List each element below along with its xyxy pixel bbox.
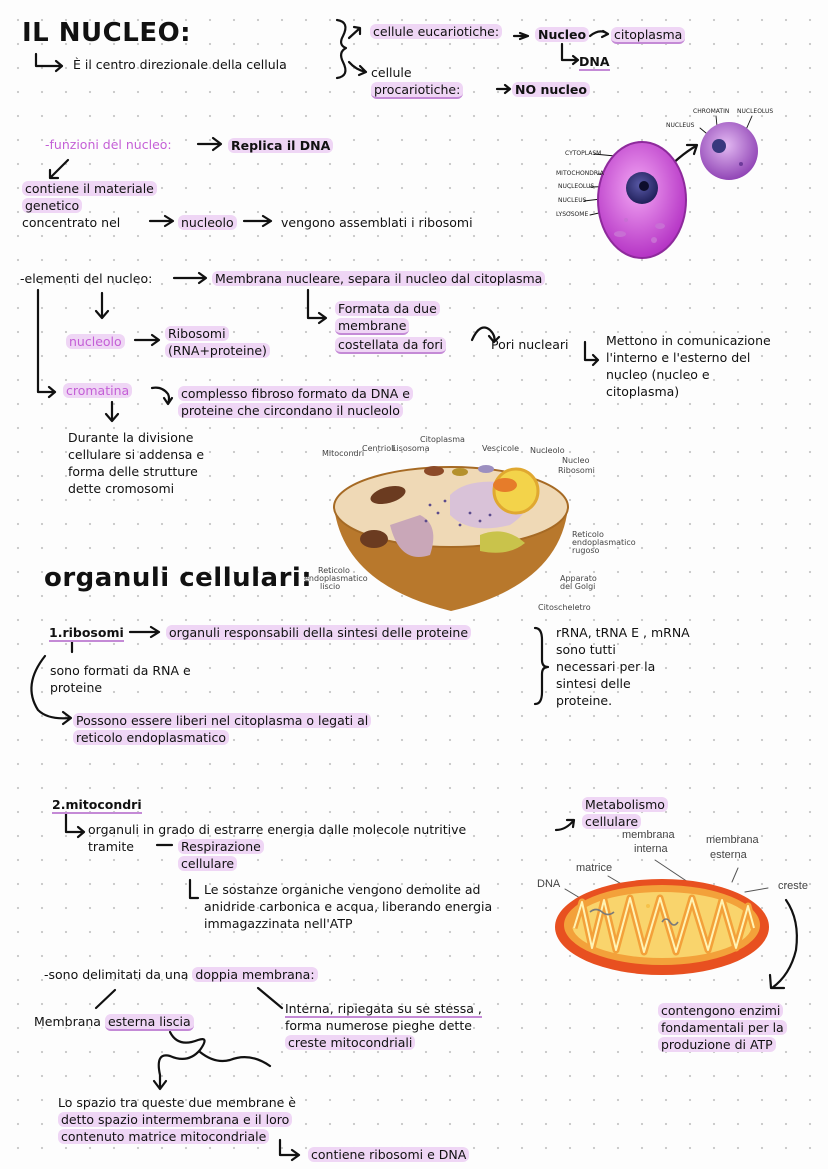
rna-3: necessari per la (556, 659, 656, 674)
d-rer-3: rugoso (572, 546, 600, 555)
d-citoscheletro: Citoscheletro (538, 603, 591, 612)
costellata: costellata da fori (335, 336, 446, 353)
formata-1: Formata da due (335, 300, 440, 317)
d-nucleo: Nucleo (562, 456, 590, 465)
concentrato-nel: concentrato nel (22, 215, 121, 230)
pori-nucleari: Pori nucleari (491, 337, 569, 352)
d-ser-1: Reticolo (318, 566, 350, 575)
label-nucleolus: NUCLEOLUS (558, 183, 595, 190)
membrana-esterna: Membrana esterna liscia (34, 1013, 194, 1030)
nucleo-word: Nucleo (535, 26, 589, 43)
spazio-1: Lo spazio tra queste due membrane è (58, 1095, 297, 1110)
label-chromatin: CHROMATIN (693, 108, 730, 115)
d-ser-2: endoplasmatico (304, 574, 368, 583)
mettono-3: nucleo (nucleo e (606, 367, 710, 382)
label-lysosome: LYSOSOME (556, 211, 589, 218)
complesso-2: proteine che circondano il nucleolo (178, 402, 403, 419)
nucleolo-word: nucleolo (178, 214, 237, 231)
cellule-eucariotiche-label: cellule eucariotiche: (370, 23, 502, 40)
label-cytoplasm: CYTOPLASM (565, 150, 602, 157)
ribosomi-def: organuli responsabili della sintesi delle proteine (166, 624, 471, 641)
sostanze-3: immagazzinata nell'ATP (204, 916, 353, 931)
mettono-2: l'interno e l'esterno del (606, 350, 751, 365)
m-membrana-interna-2: interna (634, 843, 668, 855)
rna-5: proteine. (556, 693, 613, 708)
d-lisosoma: Lisosoma (392, 444, 430, 453)
page-title: IL NUCLEO: (22, 18, 192, 48)
mitochondrion-image (552, 876, 772, 978)
metabolismo-1: Metabolismo (582, 796, 668, 813)
formata-2: membrane (335, 317, 409, 334)
respirazione-2: cellulare (178, 855, 237, 872)
contiene-2: genetico (22, 197, 82, 214)
funzioni-label: -funzioni del nucleo: (45, 137, 172, 152)
tramite: tramite (88, 839, 134, 854)
durante-3: forma delle strutture (68, 464, 198, 479)
m-membrana-interna-1: membrana (622, 829, 675, 841)
sostanze-2: anidride carbonica e acqua, liberando energia (204, 899, 493, 914)
d-rer-2: endoplasmatico (572, 538, 636, 547)
mitocondri-title: 2.mitocondri (52, 797, 142, 812)
no-nucleo: NO nucleo (512, 81, 590, 98)
organuli-title: organuli cellulari: (44, 563, 313, 593)
label-nucleus-2: NUCLEUS (666, 122, 695, 129)
d-golgi-1: Apparato (560, 574, 597, 583)
d-ser-3: liscio (320, 582, 341, 591)
rna-2: sono tutti (556, 642, 616, 657)
ribosomi-liberi-1: Possono essere liberi nel citoplasma o legati al (73, 712, 371, 729)
contiene-rib-dna: contiene ribosomi e DNA (308, 1146, 469, 1163)
rna-4: sintesi delle (556, 676, 631, 691)
mitocondri-def: organuli in grado di estrarre energia dalle molecole nutritive (88, 822, 467, 837)
ribosomi-assemblati: vengono assemblati i ribosomi (281, 215, 473, 230)
ribosomi-1: Ribosomi (165, 325, 229, 342)
mettono-1: Mettono in comunicazione (606, 333, 771, 348)
d-golgi-2: del Golgi (560, 582, 596, 591)
nucleus-zoom-image (697, 120, 761, 182)
d-rer-1: Reticolo (572, 530, 604, 539)
d-nucleolo: Nucleolo (530, 446, 565, 455)
ribosomi-form-2: proteine (50, 680, 103, 695)
complesso-1: complesso fibroso formato da DNA e (178, 385, 413, 402)
interna-1: Interna, ripiegata su se stessa , (285, 1001, 482, 1016)
spazio-3: contenuto matrice mitocondriale (58, 1128, 269, 1145)
spazio-2: detto spazio intermembrana e il loro (58, 1111, 292, 1128)
d-citoplasma: Citoplasma (420, 435, 465, 444)
citoplasma-word: citoplasma (611, 26, 685, 43)
d-mitocondri: Mitocondri (322, 449, 365, 458)
d-vescicole: Vescicole (482, 444, 519, 453)
interna-3: creste mitocondriali (285, 1034, 415, 1051)
durante-4: dette cromosomi (68, 481, 175, 496)
durante-2: cellulare si addensa e (68, 447, 205, 462)
d-ribosomi: Ribosomi (558, 466, 595, 475)
m-membrana-esterna-1: membrana (706, 834, 759, 846)
m-membrana-esterna-2: esterna (710, 849, 747, 861)
enzimi-2: fondamentali per la (658, 1019, 787, 1036)
nucleo-definition: È il centro direzionale della cellula (73, 57, 287, 72)
mettono-4: citoplasma) (606, 384, 680, 399)
enzimi-1: contengono enzimi (658, 1002, 783, 1019)
d-centrioli: Centrioli (362, 444, 396, 453)
ribosomi-form-1: sono formati da RNA e (50, 663, 191, 678)
rna-1: rRNA, tRNA E , mRNA (556, 625, 690, 640)
interna-2: forma numerose pieghe dette (285, 1018, 472, 1033)
contiene-1: contiene il materiale (22, 180, 157, 197)
enzimi-3: produzione di ATP (658, 1036, 776, 1053)
animal-cell-image (596, 140, 688, 260)
cellule-proc-2: procariotiche: (371, 81, 463, 98)
delimitati: -sono delimitati da una doppia membrana: (44, 966, 318, 983)
m-dna: DNA (537, 878, 561, 890)
cellule-proc-1: cellule (371, 65, 412, 80)
ribosomi-title: 1.ribosomi (49, 625, 124, 640)
cromatina-element: cromatina (63, 382, 132, 399)
replica-dna: Replica il DNA (228, 137, 333, 154)
label-nucleolus-2: NUCLEOLUS (737, 108, 774, 115)
ribosomi-2: (RNA+proteine) (165, 342, 270, 359)
label-nucleus: NUCLEUS (558, 197, 587, 204)
ribosomi-liberi-2: reticolo endoplasmatico (73, 729, 229, 746)
metabolismo-2: cellulare (582, 813, 641, 830)
m-matrice: matrice (576, 862, 613, 874)
m-creste: creste (778, 880, 808, 892)
cell-3d-diagram (330, 455, 572, 615)
durante-1: Durante la divisione (68, 430, 194, 445)
respirazione-1: Respirazione (178, 838, 264, 855)
dna-word: DNA (579, 54, 610, 69)
sostanze-1: Le sostanze organiche vengono demolite ad (204, 882, 481, 897)
label-mitochondria: MITOCHONDRIA (556, 170, 604, 177)
elementi-label: -elementi del nucleo: (20, 271, 153, 286)
nucleolo-element: nucleolo (66, 333, 125, 350)
membrana-nucleare: Membrana nucleare, separa il nucleo dal citoplasma (212, 270, 545, 287)
